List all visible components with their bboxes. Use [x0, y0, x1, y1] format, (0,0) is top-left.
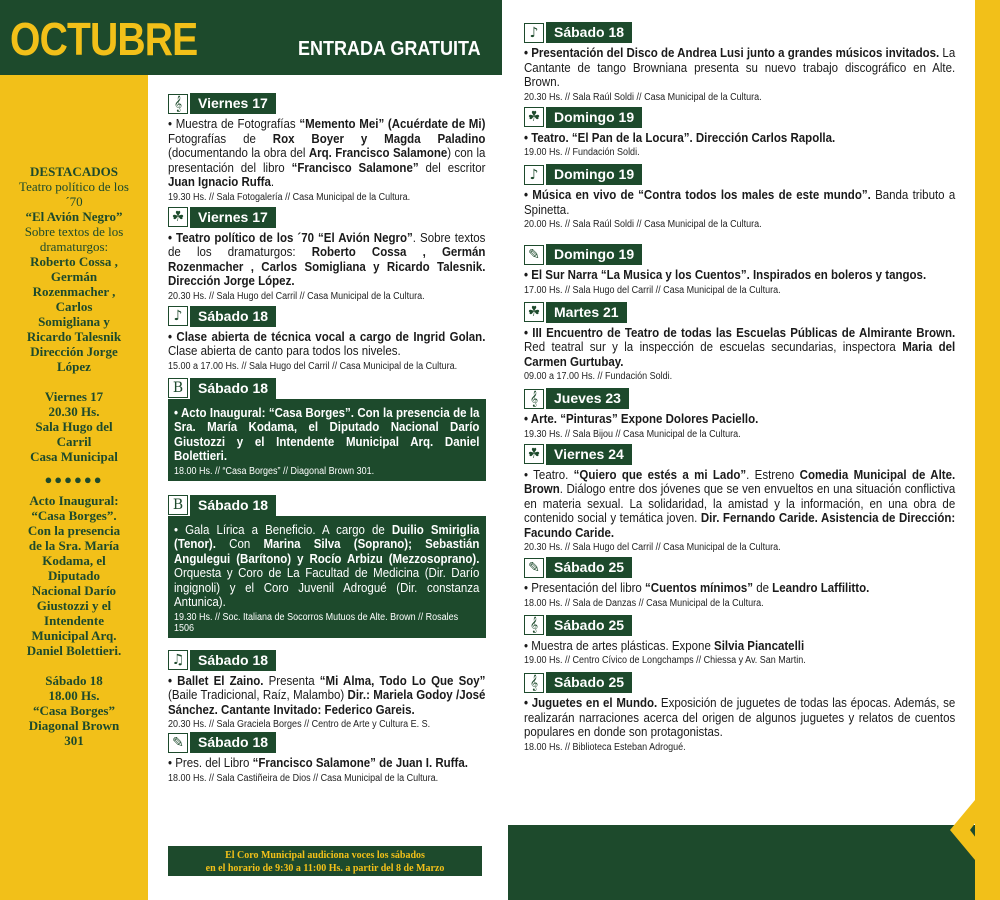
event-date: Sábado 18 [190, 732, 276, 753]
sidebar-highlight-2-line: Giustozzi y el [36, 598, 112, 613]
event-category-icon: 𝄞 [524, 615, 544, 635]
event-date: Sábado 18 [190, 306, 276, 327]
event-header [524, 615, 956, 636]
event-description: • Muestra de artes plásticas. Expone Silvia Piancatelli [524, 638, 805, 653]
event-description: • Clase abierta de técnica vocal a cargo de Ingrid Golan. Clase abierta de canto para todos los niveles. [168, 329, 486, 358]
event-date: Domingo 19 [546, 107, 642, 128]
event-date: Viernes 24 [546, 444, 632, 465]
sidebar-highlight-2-line: Con la presencia [27, 523, 121, 538]
decorative-chevron [930, 760, 1000, 900]
event-header [524, 672, 956, 693]
event-description: • Teatro. “Quiero que estés a mi Lado”. Estreno Comedia Municipal de Alte. Brown. Diálogo entre dos jóvenes que se ven envueltos en una situación conflictiva en materia sexual. La solidaridad, la amistad y la información, en una obra de contenido social y temática joven. Dir. Fernando Caride. Asistencia de Dirección: Facundo Caride. [524, 467, 956, 540]
event-content [524, 268, 956, 296]
event-date: Jueves 23 [546, 388, 629, 409]
event-date: Sábado 18 [190, 495, 276, 516]
event-category-icon: ☘ [524, 302, 544, 322]
event-item [524, 557, 956, 609]
sidebar-highlight-1-line: Teatro político de los [19, 179, 129, 194]
event-description: • Teatro. “El Pan de la Locura”. Dirección Carlos Rapolla. [524, 130, 836, 145]
sidebar-highlight-1-line [4, 374, 144, 389]
event-content [168, 516, 486, 638]
sidebar-highlight-1-line: Viernes 17 [44, 389, 104, 404]
event-date: Sábado 18 [190, 378, 276, 399]
event-item [524, 388, 956, 440]
sidebar-highlight-2-line: “Casa Borges”. [31, 508, 117, 523]
event-category-icon: 𝄞 [524, 673, 544, 693]
sidebar-highlight-2-line [4, 658, 144, 673]
event-time-venue: 17.00 Hs. // Sala Hugo del Carril // Casa Municipal de la Cultura. [524, 284, 781, 296]
event-description: • Juguetes en el Mundo. Exposición de juguetes de todas las épocas. Además, se realizarán narraciones acerca del origen de algunos juguetes y relatos de cuentos populares en donde son protagonistas. [524, 696, 956, 739]
sidebar-highlight-1-line: Dirección Jorge [30, 344, 118, 359]
sidebar-highlight-1-line: Casa Municipal [30, 449, 118, 464]
event-category-icon: 𝄞 [168, 94, 188, 114]
event-content [524, 581, 956, 609]
event-time-venue: 20.30 Hs. // Sala Hugo del Carril // Casa Municipal de la Cultura. [168, 290, 425, 302]
event-header [524, 557, 956, 578]
note-line-2: en el horario de 9:30 a 11:00 Hs. a partir del 8 de Marzo [205, 863, 445, 874]
sidebar-highlight-1-line: ´70 [65, 194, 83, 209]
event-header [168, 306, 486, 327]
sidebar-highlight-1-line: Roberto Cossa , [30, 254, 118, 269]
event-time-venue: 19.00 Hs. // Centro Cívico de Longchamps // Chiessa y Av. San Martin. [524, 655, 806, 666]
sidebar-highlight-2-line: Daniel Bolettieri. [26, 643, 122, 658]
event-item [524, 672, 956, 753]
sidebar-highlight-2-line: Municipal Arq. [31, 628, 117, 643]
choir-audition-note [168, 846, 482, 876]
event-date: Viernes 17 [190, 207, 276, 228]
event-item [524, 444, 956, 554]
sidebar-highlight-2-line: Acto Inaugural: [29, 493, 119, 508]
note-line-1: El Coro Municipal audiciona voces los sábados [225, 850, 425, 861]
sidebar-highlight-2-line: Sábado 18 [45, 673, 103, 688]
sidebar-highlight-1-line: Sobre textos de los [24, 224, 124, 239]
event-description: • Acto Inaugural: “Casa Borges”. Con la presencia de la Sra. María Kodama, el Diputado Nacional Darío Giustozzi y el Intendente Municipal Arq. Daniel Bolettieri. [174, 405, 480, 463]
sidebar-highlight-2-line: Diagonal Brown [28, 718, 120, 733]
event-date: Domingo 19 [546, 244, 642, 265]
sidebar-highlight-2-line: Intendente [44, 613, 104, 628]
event-description: • Pres. del Libro “Francisco Salamone” de Juan I. Ruffa. [168, 756, 468, 770]
event-date: Sábado 25 [546, 672, 632, 693]
event-category-icon: ♪ [524, 165, 544, 185]
event-description: • Muestra de Fotografías “Memento Mei” (Acuérdate de Mi) Fotografías de Rox Boyer y Magda Paladino (documentando la obra del Arq. Francisco Salamone) con la presentación del libro “Francisco Salamone” del escritor Juan Ignacio Ruffa. [168, 117, 486, 189]
event-item [524, 244, 956, 296]
event-content [524, 188, 956, 230]
event-item [524, 615, 956, 667]
event-header [524, 444, 956, 465]
event-description: • III Encuentro de Teatro de todas las Escuelas Públicas de Almirante Brown. Red teatral sur y la inspección de escuelas secundarias, inspectora Maria del Carmen Gurtubay. [524, 325, 956, 369]
event-category-icon: B [168, 495, 188, 515]
sidebar-highlight-1-line: Ricardo Talesnik [26, 329, 122, 344]
event-description: • Teatro político de los ´70 “El Avión Negro”. Sobre textos de los dramaturgos: Roberto Cossa , Germán Rozenmacher , Carlos Somigliana y Ricardo Talesnik. Dirección Jorge López. [168, 230, 486, 288]
event-category-icon: ♪ [524, 23, 544, 43]
sidebar-separator: ●●●●●● [44, 472, 104, 487]
event-item [524, 302, 956, 383]
event-header [168, 207, 486, 228]
event-header [524, 302, 956, 323]
sidebar-highlight-1-line: Carlos [55, 299, 93, 314]
event-content [168, 674, 486, 731]
event-time-venue: 19.30 Hs. // Sala Fotogalería // Casa Municipal de la Cultura. [168, 191, 411, 203]
event-content [524, 412, 956, 440]
event-time-venue: 19.30 Hs. // Soc. Italiana de Socorros Mutuos de Alte. Brown // Rosales 1506 [174, 611, 459, 634]
month-title: OCTUBRE [10, 13, 198, 65]
event-description: • Presentación del Disco de Andrea Lusi junto a grandes músicos invitados. La Cantante de tango Browniana presenta su nuevo trabajo discográfico en Alte. Brown. [524, 46, 956, 89]
event-category-icon: ☘ [168, 207, 188, 227]
event-header [524, 164, 956, 185]
event-date: Martes 21 [546, 302, 627, 323]
event-category-icon: ✎ [168, 733, 188, 753]
event-time-venue: 09.00 a 17.00 Hs. // Fundación Soldi. [524, 371, 673, 382]
event-date: Sábado 25 [546, 557, 632, 578]
sidebar-highlight-2-line: 301 [64, 733, 84, 748]
event-content [524, 46, 956, 103]
sidebar-highlight-1-line: Germán [50, 269, 98, 284]
event-header [168, 495, 486, 516]
sidebar-highlight-1-line: 20.30 Hs. [48, 404, 100, 419]
event-header [168, 93, 486, 114]
sidebar-highlight-2-line: Kodama, el [42, 553, 106, 568]
events-column-left [168, 93, 486, 787]
event-item [168, 378, 486, 481]
event-time-venue: 20.30 Hs. // Sala Hugo del Carril // Casa Municipal de la Cultura. [524, 542, 781, 553]
event-content [524, 468, 956, 554]
event-description: • Gala Lírica a Beneficio. A cargo de Duilio Smiriglia (Tenor). Con Marina Silva (Soprano); Sebastián Angulegui (Barítono) y Rocío Arbizu (Mezzosoprano). Orquesta y Coro de La Facultad de Medicina (Dir. Darío ingignoli) y el Coro Juvenil Adrogué (Dir. constanza Antunica). [174, 522, 480, 609]
event-item [168, 207, 486, 302]
event-time-venue: 20.30 Hs. // Sala Raúl Soldi // Casa Municipal de la Cultura. [524, 91, 762, 103]
event-header [524, 22, 956, 43]
event-item [168, 495, 486, 638]
event-category-icon: ♪ [168, 306, 188, 326]
event-header [168, 650, 486, 671]
event-item [524, 22, 956, 103]
right-bottom-band [508, 825, 980, 900]
event-category-icon: 𝄞 [524, 389, 544, 409]
sidebar-highlight-1-line: DESTACADOS [30, 164, 118, 179]
event-time-venue: 18.00 Hs. // Sala Castiñeira de Dios // Casa Municipal de la Cultura. [168, 772, 439, 784]
event-category-icon: B [168, 378, 188, 398]
event-date: Sábado 18 [190, 650, 276, 671]
event-time-venue: 20.30 Hs. // Sala Graciela Borges // Centro de Arte y Cultura E. S. [168, 719, 431, 730]
sidebar-highlight-2-line: Nacional Darío [31, 583, 117, 598]
event-content [524, 639, 956, 667]
event-time-venue: 18.00 Hs. // “Casa Borges” // Diagonal Brown 301. [174, 465, 375, 477]
event-description: • Música en vivo de “Contra todos los males de este mundo”. Banda tributo a Spinetta. [524, 188, 956, 217]
event-content [168, 330, 486, 372]
event-item [168, 306, 486, 372]
sidebar-highlight-1-line: Somigliana y [38, 314, 110, 329]
event-content [524, 326, 956, 383]
sidebar-highlight-1-line: dramaturgos: [39, 239, 109, 254]
event-description: • Arte. “Pinturas” Expone Dolores Paciello. [524, 412, 759, 426]
event-date: Domingo 19 [546, 164, 642, 185]
event-time-venue: 18.00 Hs. // Biblioteca Esteban Adrogué. [524, 741, 686, 753]
event-category-icon: ☘ [524, 107, 544, 127]
event-date: Sábado 25 [546, 615, 632, 636]
sidebar-highlight-1-line: “El Avión Negro” [25, 209, 123, 224]
event-date: Sábado 18 [546, 22, 632, 43]
event-time-venue: 19.30 Hs. // Sala Bijou // Casa Municipal de la Cultura. [524, 428, 741, 440]
event-header [524, 107, 956, 128]
event-item [524, 107, 956, 159]
event-description: • Presentación del libro “Cuentos mínimos” de Leandro Laffilitto. [524, 581, 870, 595]
event-header [524, 388, 956, 409]
event-category-icon: ♫ [168, 650, 188, 670]
event-item [168, 732, 486, 784]
event-content [524, 696, 956, 753]
event-content [524, 131, 956, 159]
highlights-sidebar [4, 164, 144, 748]
event-description: • Ballet El Zaino. Presenta “Mi Alma, Todo Lo Que Soy” (Baile Tradicional, Raíz, Malambo) Dir.: Mariela Godoy /José Sánchez. Cantante Invitado: Federico Gareis. [168, 673, 486, 717]
sidebar-highlight-1-line: Carril [56, 434, 92, 449]
event-time-venue: 15.00 a 17.00 Hs. // Sala Hugo del Carril // Casa Municipal de la Cultura. [168, 360, 458, 372]
sidebar-highlight-1-line: Rozenmacher , [32, 284, 116, 299]
event-time-venue: 19.00 Hs. // Fundación Soldi. [524, 147, 640, 158]
event-category-icon: ☘ [524, 444, 544, 464]
event-header [168, 378, 486, 399]
event-item [168, 93, 486, 203]
event-item [168, 650, 486, 731]
event-content [168, 399, 486, 481]
event-time-venue: 18.00 Hs. // Sala de Danzas // Casa Municipal de la Cultura. [524, 597, 764, 609]
sidebar-highlight-2-line: 18.00 Hs. [48, 688, 100, 703]
sidebar-highlight-2-line: “Casa Borges” [33, 703, 115, 718]
free-entry-label: ENTRADA GRATUITA [298, 38, 481, 60]
event-header [168, 732, 486, 753]
event-time-venue: 20.00 Hs. // Sala Raúl Soldi // Casa Municipal de la Cultura. [524, 219, 762, 230]
event-header [524, 244, 956, 265]
event-description: • El Sur Narra “La Musica y los Cuentos”. Inspirados en boleros y tangos. [524, 268, 927, 282]
sidebar-highlight-2-line: Diputado [47, 568, 101, 583]
sidebar-highlight-1-line: López [57, 359, 91, 374]
event-content [168, 231, 486, 302]
event-category-icon: ✎ [524, 558, 544, 578]
sidebar-highlight-1-line: Sala Hugo del [35, 419, 113, 434]
events-column-right [524, 22, 956, 756]
event-date: Viernes 17 [190, 93, 276, 114]
event-content [168, 117, 486, 203]
event-item [524, 164, 956, 230]
event-content [168, 756, 486, 784]
sidebar-highlight-2-line: de la Sra. María [28, 538, 120, 553]
event-category-icon: ✎ [524, 245, 544, 265]
